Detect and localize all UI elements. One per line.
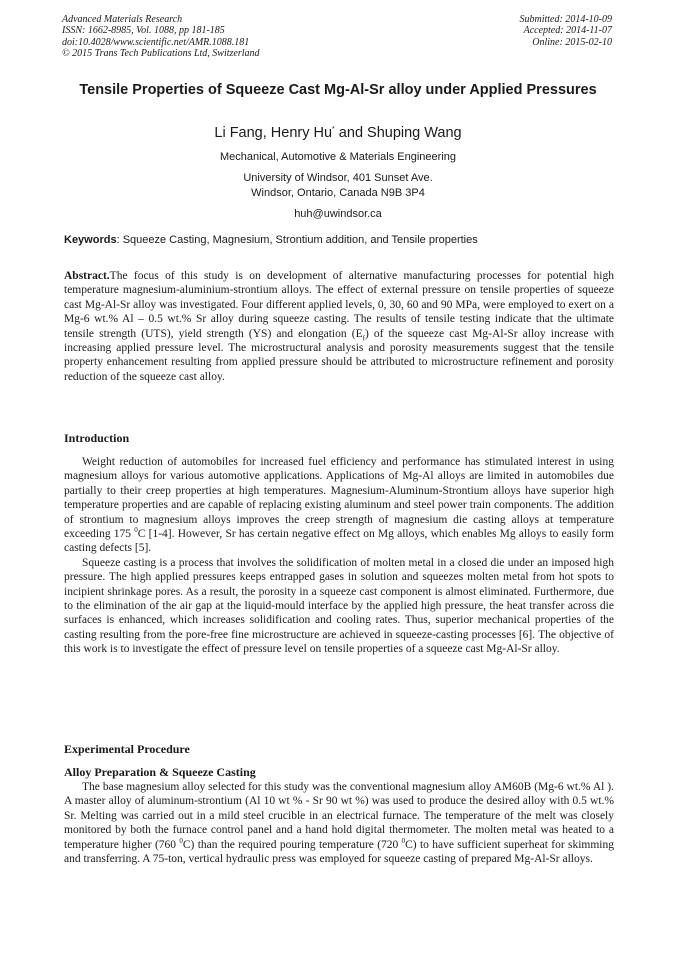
affiliation-department: Mechanical, Automotive & Materials Engineering <box>219 151 456 163</box>
abstract-text-1: The focus of this study is on development of alternative manufacturing processes for potential high temperature magnesium-aluminium-strontium alloys. The effect of external pressure on tensile properties of squeeze cast Mg-Al-Sr alloy was investigated. Four different applied levels, 0, 30, 60 and 90 MPa, were employed to exert on a Mg-6 wt.% Al – 0.5 wt.% Sr alloy during squeeze casting. The results of tensile testing indicate that the ultimate tensile strength (UTS), yield strength (YS) and elongation (E <box>64 270 614 340</box>
journal-name: Advanced Materials Research <box>62 14 183 25</box>
introduction-heading: Introduction <box>64 431 130 445</box>
paper-title: Tensile Properties of Squeeze Cast Mg-Al-Sr alloy under Applied Pressures <box>79 82 597 98</box>
experimental-section <box>64 780 614 866</box>
keywords-label: Keywords <box>64 234 117 246</box>
exp-p1-text-a: The base magnesium alloy selected for this study was the conventional magnesium alloy AM60B (Mg-6 wt.% Al ). A master alloy of aluminum-strontium (Al 10 wt % - Sr 90 wt %) was used to produce the desired alloy with 0.5 wt.% Sr. Melting was carried out in a mild steel crucible in an electrical furnace. The temperature of the melt was closely monitored by both the furnace control panel and a hand hold digital thermometer. The molten metal was heated to a temperature higher (760 <box>64 781 614 851</box>
online-date: Online: 2015-02-10 <box>532 36 612 48</box>
authors-part-1: Li Fang, Henry Hu <box>214 125 333 141</box>
abstract-text-2: ) of the squeeze cast Mg-Al-Sr alloy increase with increasing applied pressure level. The microstructural analysis and porosity measurements suggest that the tensile property enhancement resulting from applied pressure should be attributed to microstructure refinement and porosity reduction of the squeeze cast alloy. <box>64 327 614 383</box>
authors-part-2: and Shuping Wang <box>334 125 462 141</box>
journal-issn: ISSN: 1662-8985, Vol. 1088, pp 181-185 <box>62 25 225 37</box>
journal-info-header <box>62 14 260 59</box>
corresponding-author-mark: * <box>332 126 335 134</box>
abstract-section <box>64 269 614 384</box>
exp-p1-degree-2: 0 <box>401 836 406 845</box>
abstract-paragraph <box>64 269 614 384</box>
introduction-paragraph-2: Squeeze casting is a process that involves the solidification of molten metal in a closed die under an imposed high pressure. The high applied pressures keeps entrapped gases in solution and squeezes molten metal from hot spots to incipient shrinkage pores. As a result, the porosity in a squeeze cast component is almost eliminated. Furthermore, due to the elimination of the air gap at the liquid-mould interface by the applied high pressure, the heat transfer across die surfaces is enhanced, which increases solidification and cooling rates. Thus, superior mechanical properties of the casting resulting from the pore-free fine microstructure are achieved in squeeze-casting processes [6]. The objective of this work is to investigate the effect of pressure level on tensile properties of a squeeze cast Mg-Al-Sr alloy. <box>64 556 614 656</box>
journal-doi: doi:10.4028/www.scientific.net/AMR.1088.181 <box>62 36 250 48</box>
accepted-date: Accepted: 2014-11-07 <box>523 25 612 37</box>
exp-p1-degree-1: 0 <box>179 836 183 845</box>
affiliation-university: University of Windsor, 401 Sunset Ave. <box>243 172 433 184</box>
keywords-line <box>64 234 620 246</box>
alloy-preparation-subheading: Alloy Preparation & Squeeze Casting <box>64 765 256 779</box>
abstract-label: Abstract. <box>64 270 110 282</box>
experimental-paragraph-1 <box>64 780 614 866</box>
dates-header <box>520 14 613 48</box>
intro-p1-text-a: Weight reduction of automobiles for increased fuel efficiency and performance has stimulated interest in using magnesium alloys for various automotive applications. Applications of Mg-Al alloys are limited in automobiles due partially to their creep properties at high temperatures. Magnesium-Aluminum-Strontium alloys have superior high temperature properties and are capable of replacing existing aluminum and steel power train components. The addition of strontium to magnesium alloys improves the creep strength of magnesium die casting alloys at temperature exceeding 175 <box>64 456 614 541</box>
experimental-heading: Experimental Procedure <box>64 742 190 756</box>
introduction-paragraph-1 <box>64 455 614 556</box>
affiliation-address: Windsor, Ontario, Canada N9B 3P4 <box>251 187 425 199</box>
author-email: huh@uwindsor.ca <box>294 208 382 220</box>
abstract-subscript: f <box>362 333 365 342</box>
author-list <box>60 125 616 141</box>
exp-p1-text-c: C) to have sufficient superheat for skimming and transferring. A 75-ton, vertical hydraulic press was employed for squeeze casting of prepared Mg-Al-Sr alloys. <box>64 838 614 866</box>
journal-copyright: © 2015 Trans Tech Publications Ltd, Switzerland <box>62 47 260 59</box>
keywords-text: : Squeeze Casting, Magnesium, Strontium addition, and Tensile properties <box>116 234 478 246</box>
intro-p1-degree: 0 <box>134 526 138 535</box>
intro-p1-text-b: C [1-4]. However, Sr has certain negative effect on Mg alloys, which enables Mg alloys to easily form casting defects [5]. <box>64 528 614 555</box>
exp-p1-text-b: C) than the required pouring temperature (720 <box>182 838 402 851</box>
submitted-date: Submitted: 2014-10-09 <box>519 14 612 25</box>
introduction-section <box>64 455 614 657</box>
